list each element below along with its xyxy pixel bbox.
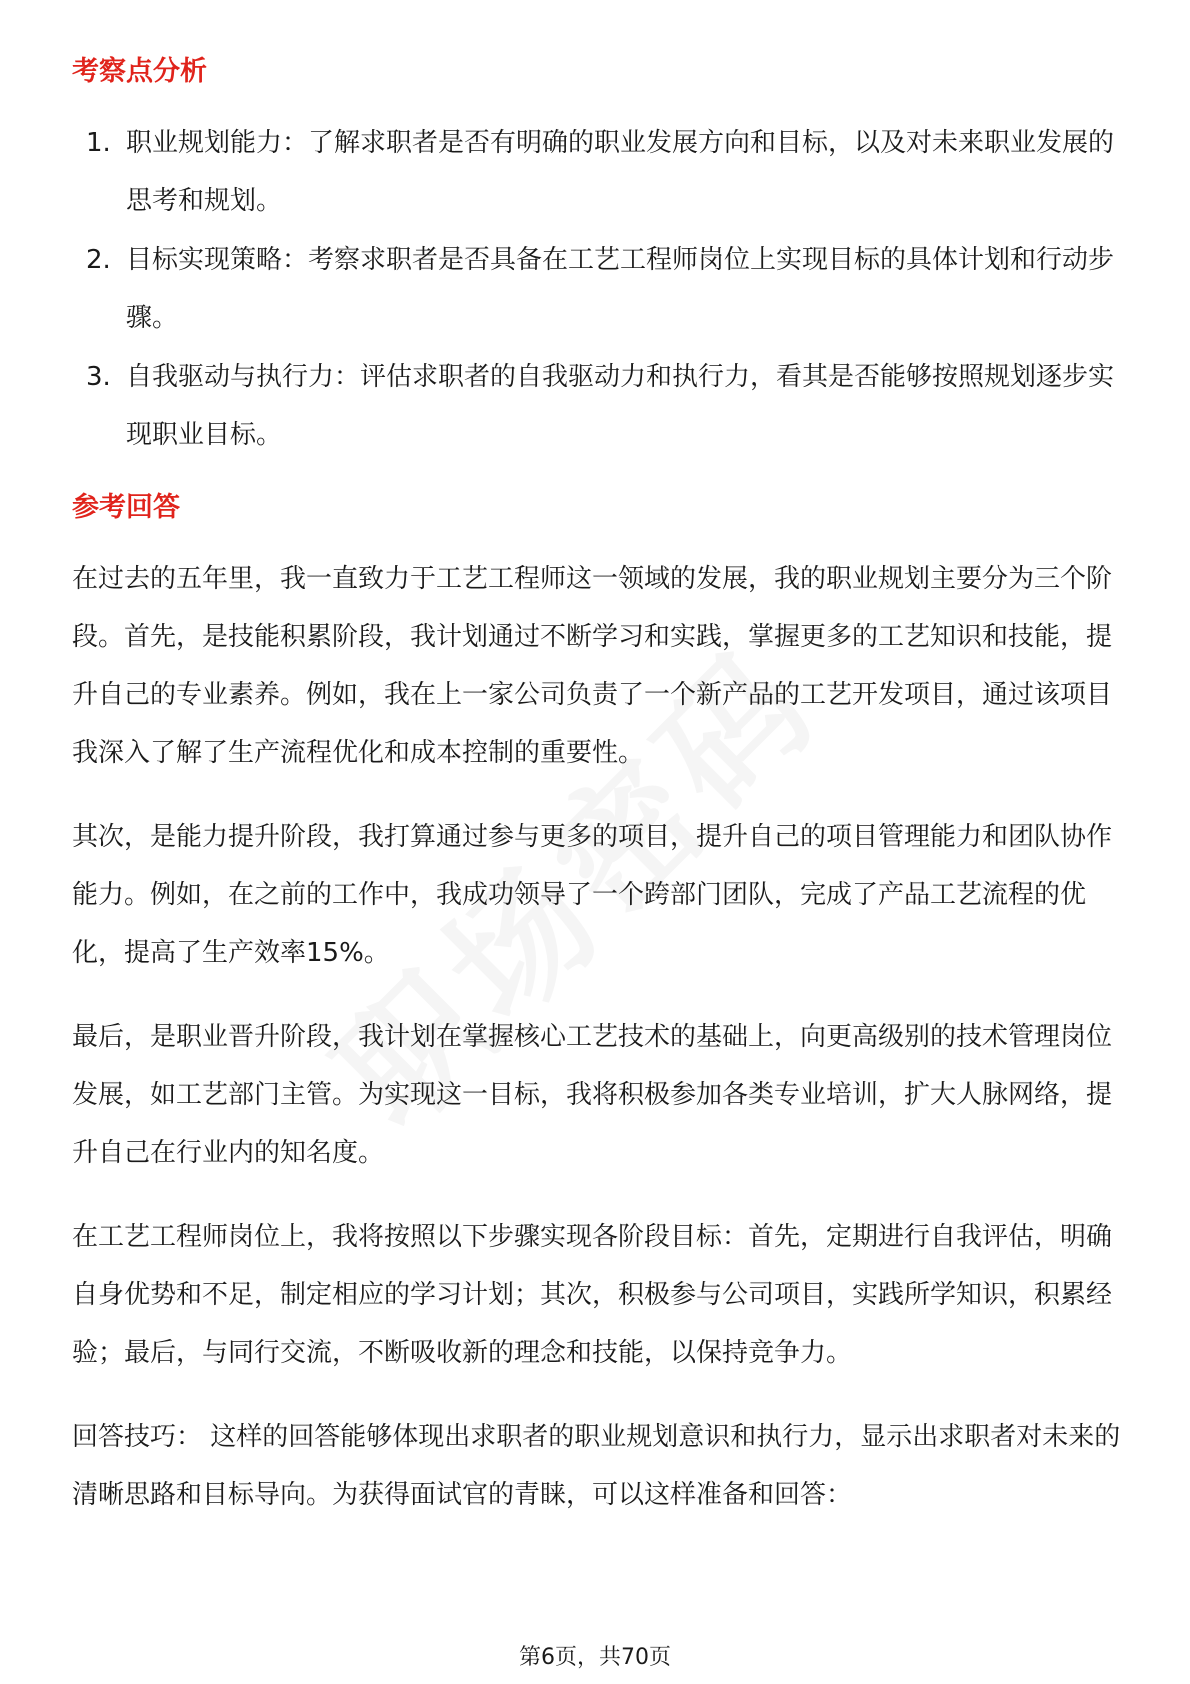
- list-item-text: 自我驱动与执行力：评估求职者的自我驱动力和执行力，看其是否能够按照规划逐步实现职业目标。: [126, 362, 1115, 450]
- list-item-number: 3.: [86, 362, 111, 392]
- analysis-heading: 考察点分析: [72, 56, 207, 87]
- analysis-list: [72, 114, 1122, 464]
- answer-heading: 参考回答: [72, 492, 180, 523]
- answer-paragraph: 其次，是能力提升阶段，我打算通过参与更多的项目，提升自己的项目管理能力和团队协作能力。例如，在之前的工作中，我成功领导了一个跨部门团队，完成了产品工艺流程的优化，提高了生产效率15%。: [72, 822, 1113, 968]
- answer-paragraph: 在过去的五年里，我一直致力于工艺工程师这一领域的发展，我的职业规划主要分为三个阶段。首先，是技能积累阶段，我计划通过不断学习和实践，掌握更多的工艺知识和技能，提升自己的专业素养。例如，我在上一家公司负责了一个新产品的工艺开发项目，通过该项目我深入了解了生产流程优化和成本控制的重要性。: [72, 564, 1113, 768]
- page-number-footer: 第6页，共70页: [519, 1645, 671, 1670]
- answer-paragraph: 在工艺工程师岗位上，我将按照以下步骤实现各阶段目标：首先，定期进行自我评估，明确自身优势和不足，制定相应的学习计划；其次，积极参与公司项目，实践所学知识，积累经验；最后，与同行交流，不断吸收新的理念和技能，以保持竞争力。: [72, 1222, 1113, 1368]
- list-item: [72, 231, 1122, 347]
- list-item-number: 2.: [86, 245, 111, 275]
- list-item-text: 目标实现策略：考察求职者是否具备在工艺工程师岗位上实现目标的具体计划和行动步骤。: [126, 245, 1115, 333]
- answer-tips-paragraph: 回答技巧： 这样的回答能够体现出求职者的职业规划意识和执行力，显示出求职者对未来的清晰思路和目标导向。为获得面试官的青睐，可以这样准备和回答：: [72, 1422, 1121, 1510]
- answer-paragraph: 最后，是职业晋升阶段，我计划在掌握核心工艺技术的基础上，向更高级别的技术管理岗位发展，如工艺部门主管。为实现这一目标，我将积极参加各类专业培训，扩大人脉网络，提升自己在行业内的知名度。: [72, 1022, 1113, 1168]
- document-page: [72, 44, 1122, 1550]
- list-item: [72, 348, 1122, 464]
- list-item-number: 1.: [86, 128, 111, 158]
- list-item: [72, 114, 1122, 230]
- list-item-text: 职业规划能力：了解求职者是否有明确的职业发展方向和目标，以及对未来职业发展的思考和规划。: [126, 128, 1115, 216]
